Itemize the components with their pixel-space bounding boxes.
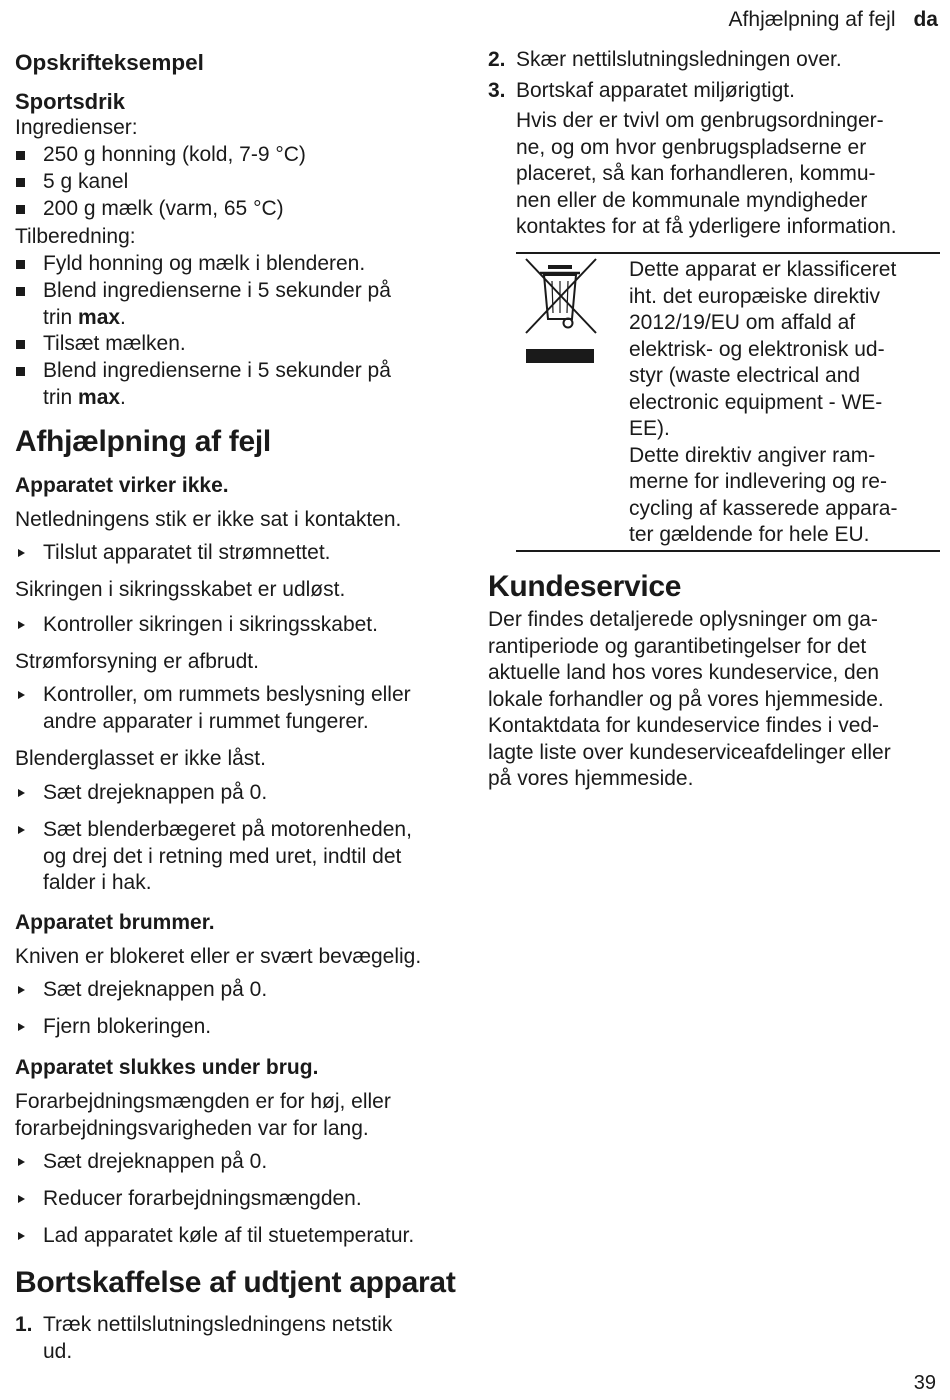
- disposal-note: [516, 108, 897, 241]
- problem-title: Apparatet slukkes under brug.: [15, 1056, 319, 1079]
- text-line: ne, og om hvor genbrugspladserne er: [516, 135, 867, 159]
- weee-notice: [629, 257, 897, 549]
- customer-service-title: Kundeservice: [488, 570, 682, 603]
- arrow-bullet-icon: [18, 789, 25, 797]
- remedy-item: Sæt drejeknappen på 0.: [15, 977, 267, 1004]
- text-line: iht. det europæiske direktiv: [629, 284, 880, 308]
- running-header: [729, 8, 938, 32]
- text-line: merne for indlevering og re-: [629, 470, 887, 493]
- recipe-heading: Opskrifteksempel: [15, 50, 204, 75]
- text-line: electronic equipment - WE-: [629, 390, 883, 414]
- text-line: cycling af kasserede appara-: [629, 496, 898, 520]
- arrow-bullet-icon: [18, 1195, 25, 1203]
- text-line: rantiperiode og garantibetingelser for det: [488, 634, 867, 658]
- prep-step: Blend ingredienserne i 5 sekunder på trin max.: [15, 358, 391, 411]
- square-bullet-icon: [16, 367, 25, 376]
- text-line: Dette direktiv angiver ram-: [629, 443, 876, 467]
- text-line: EE).: [629, 417, 670, 440]
- text-line: aktuelle land hos vores kundeservice, den: [488, 661, 880, 684]
- preparation-label: Tilberedning:: [15, 225, 136, 248]
- cause-text: Strømforsyning er afbrudt.: [15, 650, 259, 673]
- arrow-bullet-icon: [18, 1158, 25, 1166]
- cause-text: Forarbejdningsmængden er for høj, eller forarbejdningsvarigheden var for lang.: [15, 1090, 391, 1140]
- cause-text: Kniven er blokeret eller er svært bevægelig.: [15, 945, 422, 968]
- remedy-item: Sæt drejeknappen på 0.: [15, 1149, 267, 1176]
- remedy-item: Sæt drejeknappen på 0.: [15, 780, 267, 807]
- square-bullet-icon: [16, 205, 25, 214]
- text-line: ter gældende for hele EU.: [629, 523, 870, 546]
- cause-text: Netledningens stik er ikke sat i kontakten.: [15, 508, 402, 531]
- recipe-name: Sportsdrik: [15, 89, 126, 114]
- ingredients-label: Ingredienser:: [15, 116, 138, 139]
- cause-text: Sikringen i sikringsskabet er udløst.: [15, 578, 346, 601]
- remedy-item: Sæt blenderbægeret på motorenheden, og drej det i retning med uret, indtil det falder i hak.: [15, 817, 412, 897]
- arrow-bullet-icon: [18, 691, 25, 699]
- remedy-item: Lad apparatet køle af til stuetemperatur.: [15, 1223, 414, 1250]
- prep-step: Tilsæt mælken.: [15, 331, 186, 358]
- text-line: Dette apparat er klassificeret: [629, 258, 897, 281]
- text-line: placeret, så kan forhandleren, kommu-: [516, 162, 876, 185]
- text-line: elektrisk- og elektronisk ud-: [629, 337, 885, 361]
- ingredient-item: 250 g honning (kold, 7-9 °C): [15, 142, 306, 169]
- arrow-bullet-icon: [18, 621, 25, 629]
- disposal-step: 2. Skær nettilslutningsledningen over.: [488, 48, 842, 71]
- weee-icon: [522, 257, 598, 365]
- customer-service-text: [488, 607, 891, 793]
- square-bullet-icon: [16, 178, 25, 187]
- square-bullet-icon: [16, 151, 25, 160]
- arrow-bullet-icon: [18, 986, 25, 994]
- remedy-item: Fjern blokeringen.: [15, 1014, 211, 1041]
- disposal-step: 3. Bortskaf apparatet miljørigtigt.: [488, 79, 795, 102]
- disposal-title: Bortskaffelse af udtjent apparat: [15, 1266, 456, 1299]
- prep-step: Blend ingredienserne i 5 sekunder på trin max.: [15, 278, 391, 331]
- text-line: kontaktes for at få yderligere information.: [516, 215, 897, 238]
- remedy-item: Tilslut apparatet til strømnettet.: [15, 540, 331, 567]
- header-language-code: da: [913, 8, 938, 31]
- problem-title: Apparatet brummer.: [15, 911, 215, 934]
- header-section-title: Afhjælpning af fejl: [728, 8, 896, 31]
- text-line: Hvis der er tvivl om genbrugsordninger-: [516, 109, 884, 132]
- square-bullet-icon: [16, 340, 25, 349]
- text-line: lokale forhandler og på vores hjemmeside.: [488, 687, 884, 711]
- remedy-item: Reducer forarbejdningsmængden.: [15, 1186, 362, 1213]
- text-line: Der findes detaljerede oplysninger om ga-: [488, 608, 878, 631]
- prep-step: Fyld honning og mælk i blenderen.: [15, 251, 365, 278]
- text-line: på vores hjemmeside.: [488, 767, 694, 790]
- page-number: 39: [913, 1372, 936, 1394]
- troubleshooting-title: Afhjælpning af fejl: [15, 425, 271, 458]
- problem-title: Apparatet virker ikke.: [15, 474, 229, 497]
- square-bullet-icon: [16, 287, 25, 296]
- square-bullet-icon: [16, 260, 25, 269]
- text-line: styr (waste electrical and: [629, 364, 861, 387]
- ingredient-item: 200 g mælk (varm, 65 °C): [15, 196, 284, 223]
- arrow-bullet-icon: [18, 1232, 25, 1240]
- arrow-bullet-icon: [18, 1023, 25, 1031]
- text-line: Kontaktdata for kundeservice findes i ved-: [488, 714, 880, 737]
- disposal-step: 1. Træk nettilslutningsledningens netstik ud.: [15, 1313, 393, 1363]
- divider-bottom: [516, 550, 940, 552]
- text-line: nen eller de kommunale myndigheder: [516, 188, 868, 212]
- text-line: 2012/19/EU om affald af: [629, 311, 856, 334]
- divider-top: [516, 252, 940, 254]
- remedy-item: Kontroller, om rummets beslysning eller andre apparater i rummet fungerer.: [15, 682, 411, 735]
- arrow-bullet-icon: [18, 826, 25, 834]
- cause-text: Blenderglasset er ikke låst.: [15, 747, 266, 770]
- text-line: lagte liste over kundeserviceafdelinger eller: [488, 740, 891, 764]
- arrow-bullet-icon: [18, 549, 25, 557]
- ingredient-item: 5 g kanel: [15, 169, 128, 196]
- remedy-item: Kontroller sikringen i sikringsskabet.: [15, 612, 378, 639]
